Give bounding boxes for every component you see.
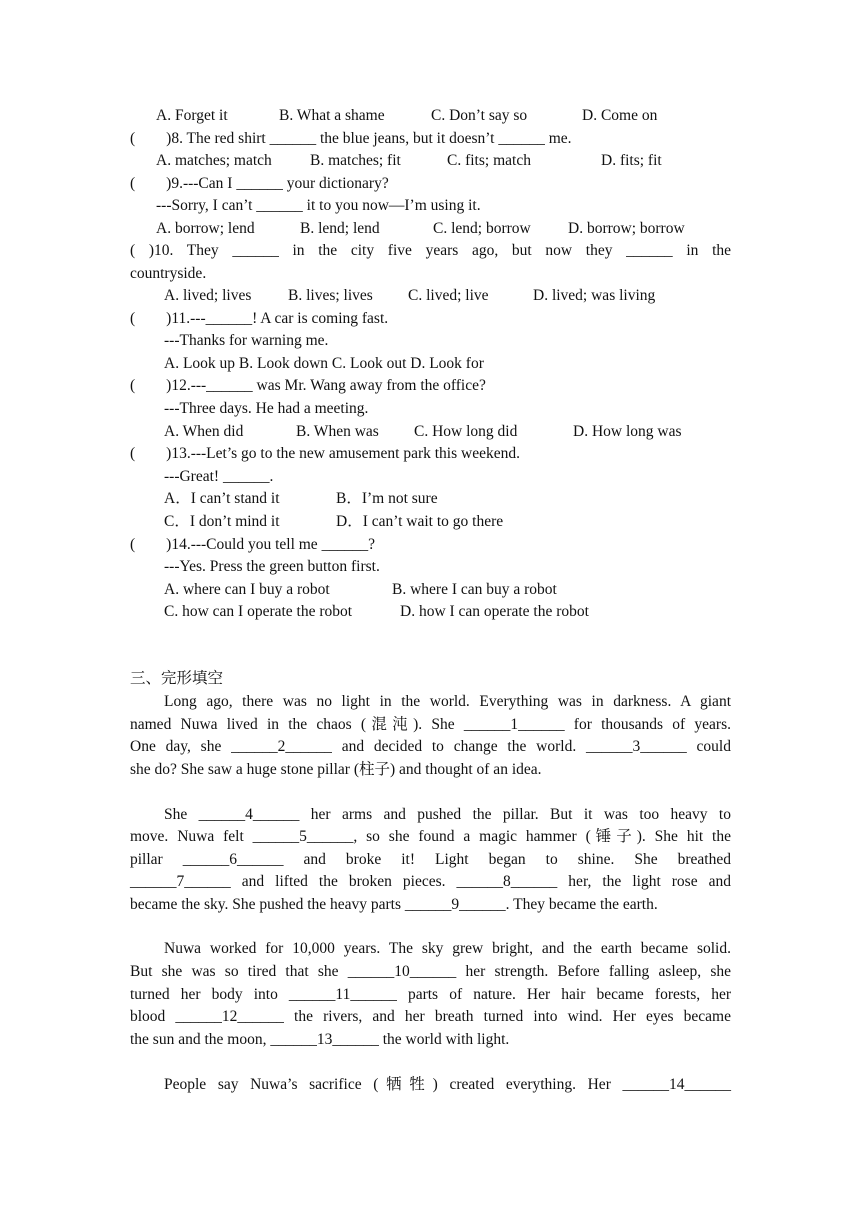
q7-option-a: A. Forget it [156, 107, 228, 124]
section-heading: 三、完形填空 [130, 670, 224, 687]
p2-line4: ______7______ and lifted the broken pieces. ______8______ her, the light rose and [130, 873, 731, 890]
q14-option-b: B. where I can buy a robot [392, 581, 557, 598]
q12-reply: ---Three days. He had a meeting. [164, 400, 369, 417]
p1-line3: One day, she ______2______ and decided to change the world. ______3______ could [130, 738, 731, 755]
p1-line1: Long ago, there was no light in the world. Everything was in darkness. A giant [164, 693, 731, 710]
q13-reply: ---Great! ______. [164, 468, 274, 485]
q8-option-b: B. matches; fit [310, 152, 401, 169]
q10-option-c: C. lived; live [408, 287, 489, 304]
q7-option-b: B. What a shame [279, 107, 385, 124]
q9-option-a: A. borrow; lend [156, 220, 255, 237]
q10-stem-line1: ( )10. They ______ in the city five years ago, but now they ______ in the [130, 242, 731, 259]
p2-line2: move. Nuwa felt ______5______, so she found a magic hammer (锤子). She hit the [130, 828, 731, 845]
q8-option-a: A. matches; match [156, 152, 272, 169]
q8-option-d: D. fits; fit [601, 152, 662, 169]
q10-option-d: D. lived; was living [533, 287, 656, 304]
q13-option-c: C．I don’t mind it [164, 513, 280, 530]
q9-reply: ---Sorry, I can’t ______ it to you now—I’m using it. [156, 197, 481, 214]
p4-line1: People say Nuwa’s sacrifice (牺牲) created everything. Her ______14______ [164, 1076, 731, 1093]
q10-option-b: B. lives; lives [288, 287, 373, 304]
q13-option-a: A．I can’t stand it [164, 490, 280, 507]
p2-line5: became the sky. She pushed the heavy parts ______9______. They became the earth. [130, 896, 658, 913]
q9-option-c: C. lend; borrow [433, 220, 531, 237]
q10-stem-line2: countryside. [130, 265, 207, 282]
q12-stem: ( )12.---______ was Mr. Wang away from the office? [130, 377, 486, 394]
p1-line2: named Nuwa lived in the chaos (混沌). She ______1______ for thousands of years. [130, 716, 731, 733]
q9-option-d: D. borrow; borrow [568, 220, 685, 237]
q8-stem: ( )8. The red shirt ______ the blue jeans, but it doesn’t ______ me. [130, 130, 572, 147]
q14-stem: ( )14.---Could you tell me ______? [130, 536, 375, 553]
q9-stem: ( )9.---Can I ______ your dictionary? [130, 175, 389, 192]
p3-line4: blood ______12______ the rivers, and her breath turned into wind. Her eyes became [130, 1008, 731, 1025]
q9-option-b: B. lend; lend [300, 220, 380, 237]
q11-options: A. Look up B. Look down C. Look out D. Look for [164, 355, 484, 372]
q13-option-d: D．I can’t wait to go there [336, 513, 504, 530]
q14-option-a: A. where can I buy a robot [164, 581, 330, 598]
q8-option-c: C. fits; match [447, 152, 531, 169]
q14-reply: ---Yes. Press the green button first. [164, 558, 380, 575]
q14-option-c: C. how can I operate the robot [164, 603, 353, 620]
q7-option-d: D. Come on [582, 107, 658, 124]
q14-option-d: D. how I can operate the robot [400, 603, 589, 620]
p3-line3: turned her body into ______11______ parts of nature. Her hair became forests, her [130, 986, 731, 1003]
q12-option-a: A. When did [164, 423, 244, 440]
q7-option-c: C. Don’t say so [431, 107, 528, 124]
q10-option-a: A. lived; lives [164, 287, 252, 304]
p3-line1: Nuwa worked for 10,000 years. The sky grew bright, and the earth became solid. [164, 940, 731, 957]
p3-line2: But she was so tired that she ______10______ her strength. Before falling asleep, she [130, 963, 731, 980]
p1-line4: she do? She saw a huge stone pillar (柱子) and thought of an idea. [130, 761, 542, 778]
q12-option-c: C. How long did [414, 423, 518, 440]
q13-stem: ( )13.---Let’s go to the new amusement park this weekend. [130, 445, 520, 462]
p2-line3: pillar ______6______ and broke it! Light began to shine. She breathed [130, 851, 731, 868]
q11-reply: ---Thanks for warning me. [164, 332, 329, 349]
p2-line1: She ______4______ her arms and pushed the pillar. But it was too heavy to [164, 806, 731, 823]
q12-option-b: B. When was [296, 423, 379, 440]
q13-option-b: B．I’m not sure [336, 490, 438, 507]
q12-option-d: D. How long was [573, 423, 682, 440]
q11-stem: ( )11.---______! A car is coming fast. [130, 310, 389, 327]
p3-line5: the sun and the moon, ______13______ the world with light. [130, 1031, 510, 1048]
